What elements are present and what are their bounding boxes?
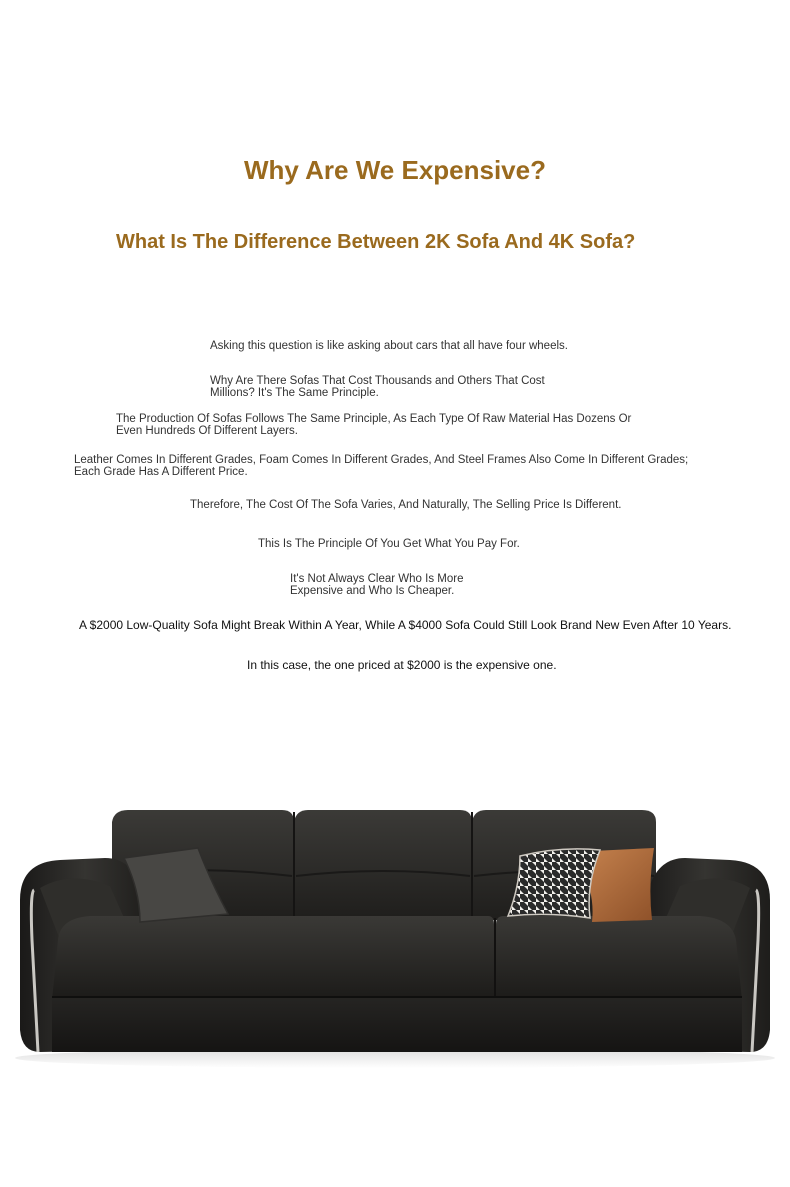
page-subtitle: What Is The Difference Between 2K Sofa And 4K Sofa? bbox=[116, 231, 636, 253]
paragraph-cost: Therefore, The Cost Of The Sofa Varies, And Naturally, The Selling Price Is Different. bbox=[190, 499, 622, 511]
paragraph-not-clear: It's Not Always Clear Who Is More Expensive and Who Is Cheaper. bbox=[290, 573, 464, 597]
paragraph-pay-for: This Is The Principle Of You Get What You Pay For. bbox=[258, 538, 520, 550]
paragraph-comparison: A $2000 Low-Quality Sofa Might Break Within A Year, While A $4000 Sofa Could Still Look Brand New Even After 10 Years. bbox=[79, 618, 732, 632]
paragraph-production: The Production Of Sofas Follows The Same Principle, As Each Type Of Raw Material Has Dozens Or Even Hundreds Of Different Layers. bbox=[116, 413, 632, 437]
paragraph-grades: Leather Comes In Different Grades, Foam Comes In Different Grades, And Steel Frames Also Come In Different Grades; Each Grade Has A Different Price. bbox=[74, 454, 689, 478]
page-title: Why Are We Expensive? bbox=[244, 155, 546, 185]
paragraph-cars: Asking this question is like asking about cars that all have four wheels. bbox=[210, 340, 568, 352]
paragraph-principle: Why Are There Sofas That Cost Thousands and Others That Cost Millions? It's The Same Principle. bbox=[210, 375, 545, 399]
paragraph-conclusion: In this case, the one priced at $2000 is the expensive one. bbox=[247, 658, 557, 672]
sofa-image bbox=[0, 790, 790, 1187]
